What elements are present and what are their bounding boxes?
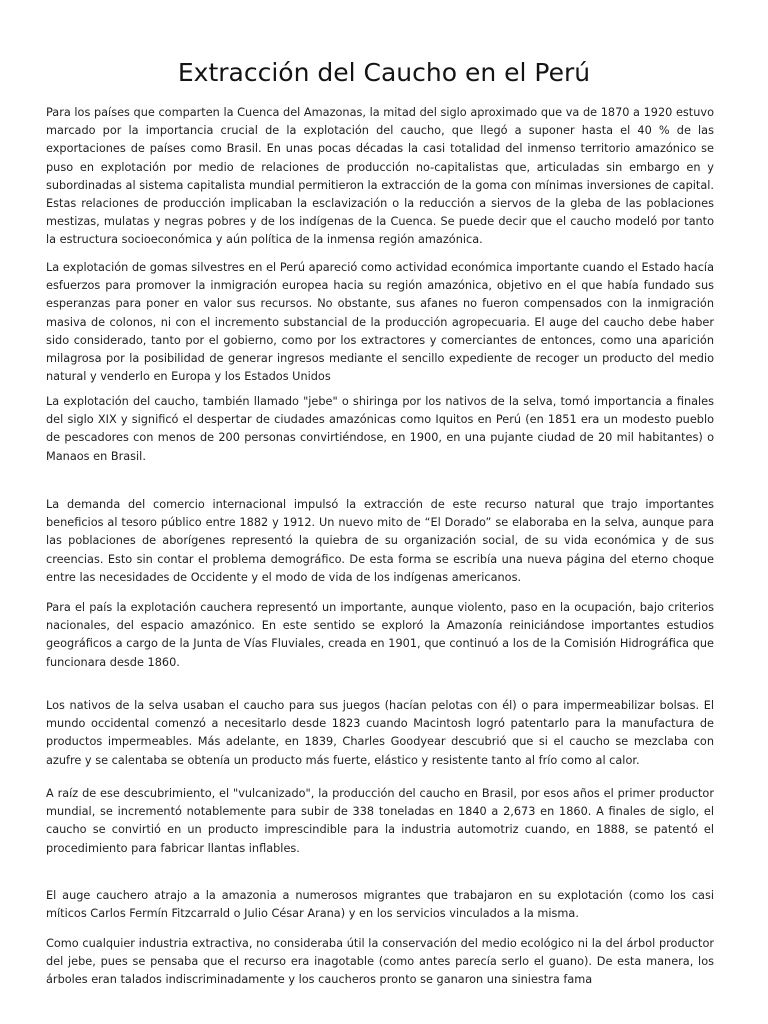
document-title: Extracción del Caucho en el Perú xyxy=(177,58,591,87)
paragraph-vulcanizado: A raíz de ese descubrimiento, el "vulcanizado", la producción del caucho en Brasil, por esos años el primer productor mundial, se incrementó notablemente para subir de 338 toneladas en 1840 a 2,673 en 1860. A finales de siglo, el caucho se convirtió en un producto imprescindible para la industria automotriz cuando, en 1888, se patentó el procedimiento para fabricar llantas inflables. xyxy=(46,787,714,855)
paragraph-jebe-shiringa: La explotación del caucho, también llamado "jebe" o shiringa por los nativos de la selva, tomó importancia a finales del siglo XIX y significó el despertar de ciudades amazónicas como Iquitos en Perú (en 1851 era un modesto pueblo de pescadores con menos de 200 personas convirtiéndose, en 1900, en una pujante ciudad de 20 mil habitantes) o Manaos en Brasil. xyxy=(46,395,714,463)
paragraph-cuenca-amazonas: Para los países que comparten la Cuenca del Amazonas, la mitad del siglo aproximado que va de 1870 a 1920 estuvo marcado por la importancia crucial de la explotación del caucho, que llegó a suponer hasta el 40 % de las exportaciones de países como Brasil. En unas pocas décadas la casi totalidad del inmenso territorio amazónico se puso en explotación por medio de relaciones de producción no-capitalistas que, articuladas sin embargo en y subordinadas al sistema capitalista mundial permitieron la extracción de la goma con mínimas inversiones de capital. Estas relaciones de producción implicaban la esclavización o la reducción a siervos de la gleba de las poblaciones mestizas, mulatas y negras pobres y de los indígenas de la Cuenca. Se puede decir que el caucho modeló por tanto la estructura socioeconómica y aún política de la inmensa región amazónica. xyxy=(46,106,714,247)
paragraph-demanda-comercio: La demanda del comercio internacional impulsó la extracción de este recurso natural que trajo importantes beneficios al tesoro público entre 1882 y 1912. Un nuevo mito de “El Dorado” se elaboraba en la selva, aunque para las poblaciones de aborígenes representó la quiebra de su organización social, de su vida económica y de sus creencias. Esto sin contar el problema demográfico. De esta forma se escribía una nueva página del eterno choque entre las necesidades de Occidente y el modo de vida de los indígenas americanos. xyxy=(46,498,714,584)
paragraph-nativos-selva: Los nativos de la selva usaban el caucho para sus juegos (hacían pelotas con él) o para impermeabilizar bolsas. El mundo occidental comenzó a necesitarlo desde 1823 cuando Macintosh logró patentarlo para la manufactura de productos impermeables. Más adelante, en 1839, Charles Goodyear descubrió que si el caucho se mezclaba con azufre y se calentaba se obtenía un producto más fuerte, elástico y resistente tanto al frío como al calor. xyxy=(46,699,714,767)
paragraph-gomas-silvestres: La explotación de gomas silvestres en el Perú apareció como actividad económica importante cuando el Estado hacía esfuerzos para promover la inmigración europea hacia su región amazónica, objetivo en el que había fundado sus esperanzas para poner en valor sus recursos. No obstante, sus afanes no fueron compensados con la inmigración masiva de colonos, ni con el incremento substancial de la producción agropecuaria. El auge del caucho debe haber sido considerado, tanto por el gobierno, como por los extractores y comerciantes de entonces, como una aparición milagrosa por la posibilidad de generar ingresos mediante el sencillo expediente de recoger un producto del medio natural y venderlo en Europa y los Estados Unidos xyxy=(46,261,714,384)
paragraph-explotacion-cauchera: Para el país la explotación cauchera representó un importante, aunque violento, paso en la ocupación, bajo criterios nacionales, del espacio amazónico. En este sentido se exploró la Amazonía reiniciándose importantes estudios geográficos a cargo de la Junta de Vías Fluviales, creada en 1901, que continuó a los de la Comisión Hidrográfica que funcionara desde 1860. xyxy=(46,601,714,669)
paragraph-auge-cauchero: El auge cauchero atrajo a la amazonia a numerosos migrantes que trabajaron en su explotación (como los casi míticos Carlos Fermín Fitzcarrald o Julio César Arana) y en los servicios vinculados a la misma. xyxy=(46,889,714,921)
paragraph-industria-extractiva: Como cualquier industria extractiva, no consideraba útil la conservación del medio ecológico ni la del árbol productor del jebe, pues se pensaba que el recurso era inagotable (como antes parecía serlo el guano). De esta manera, los árboles eran talados indiscriminadamente y los caucheros pronto se ganaron una siniestra fama xyxy=(46,937,714,987)
